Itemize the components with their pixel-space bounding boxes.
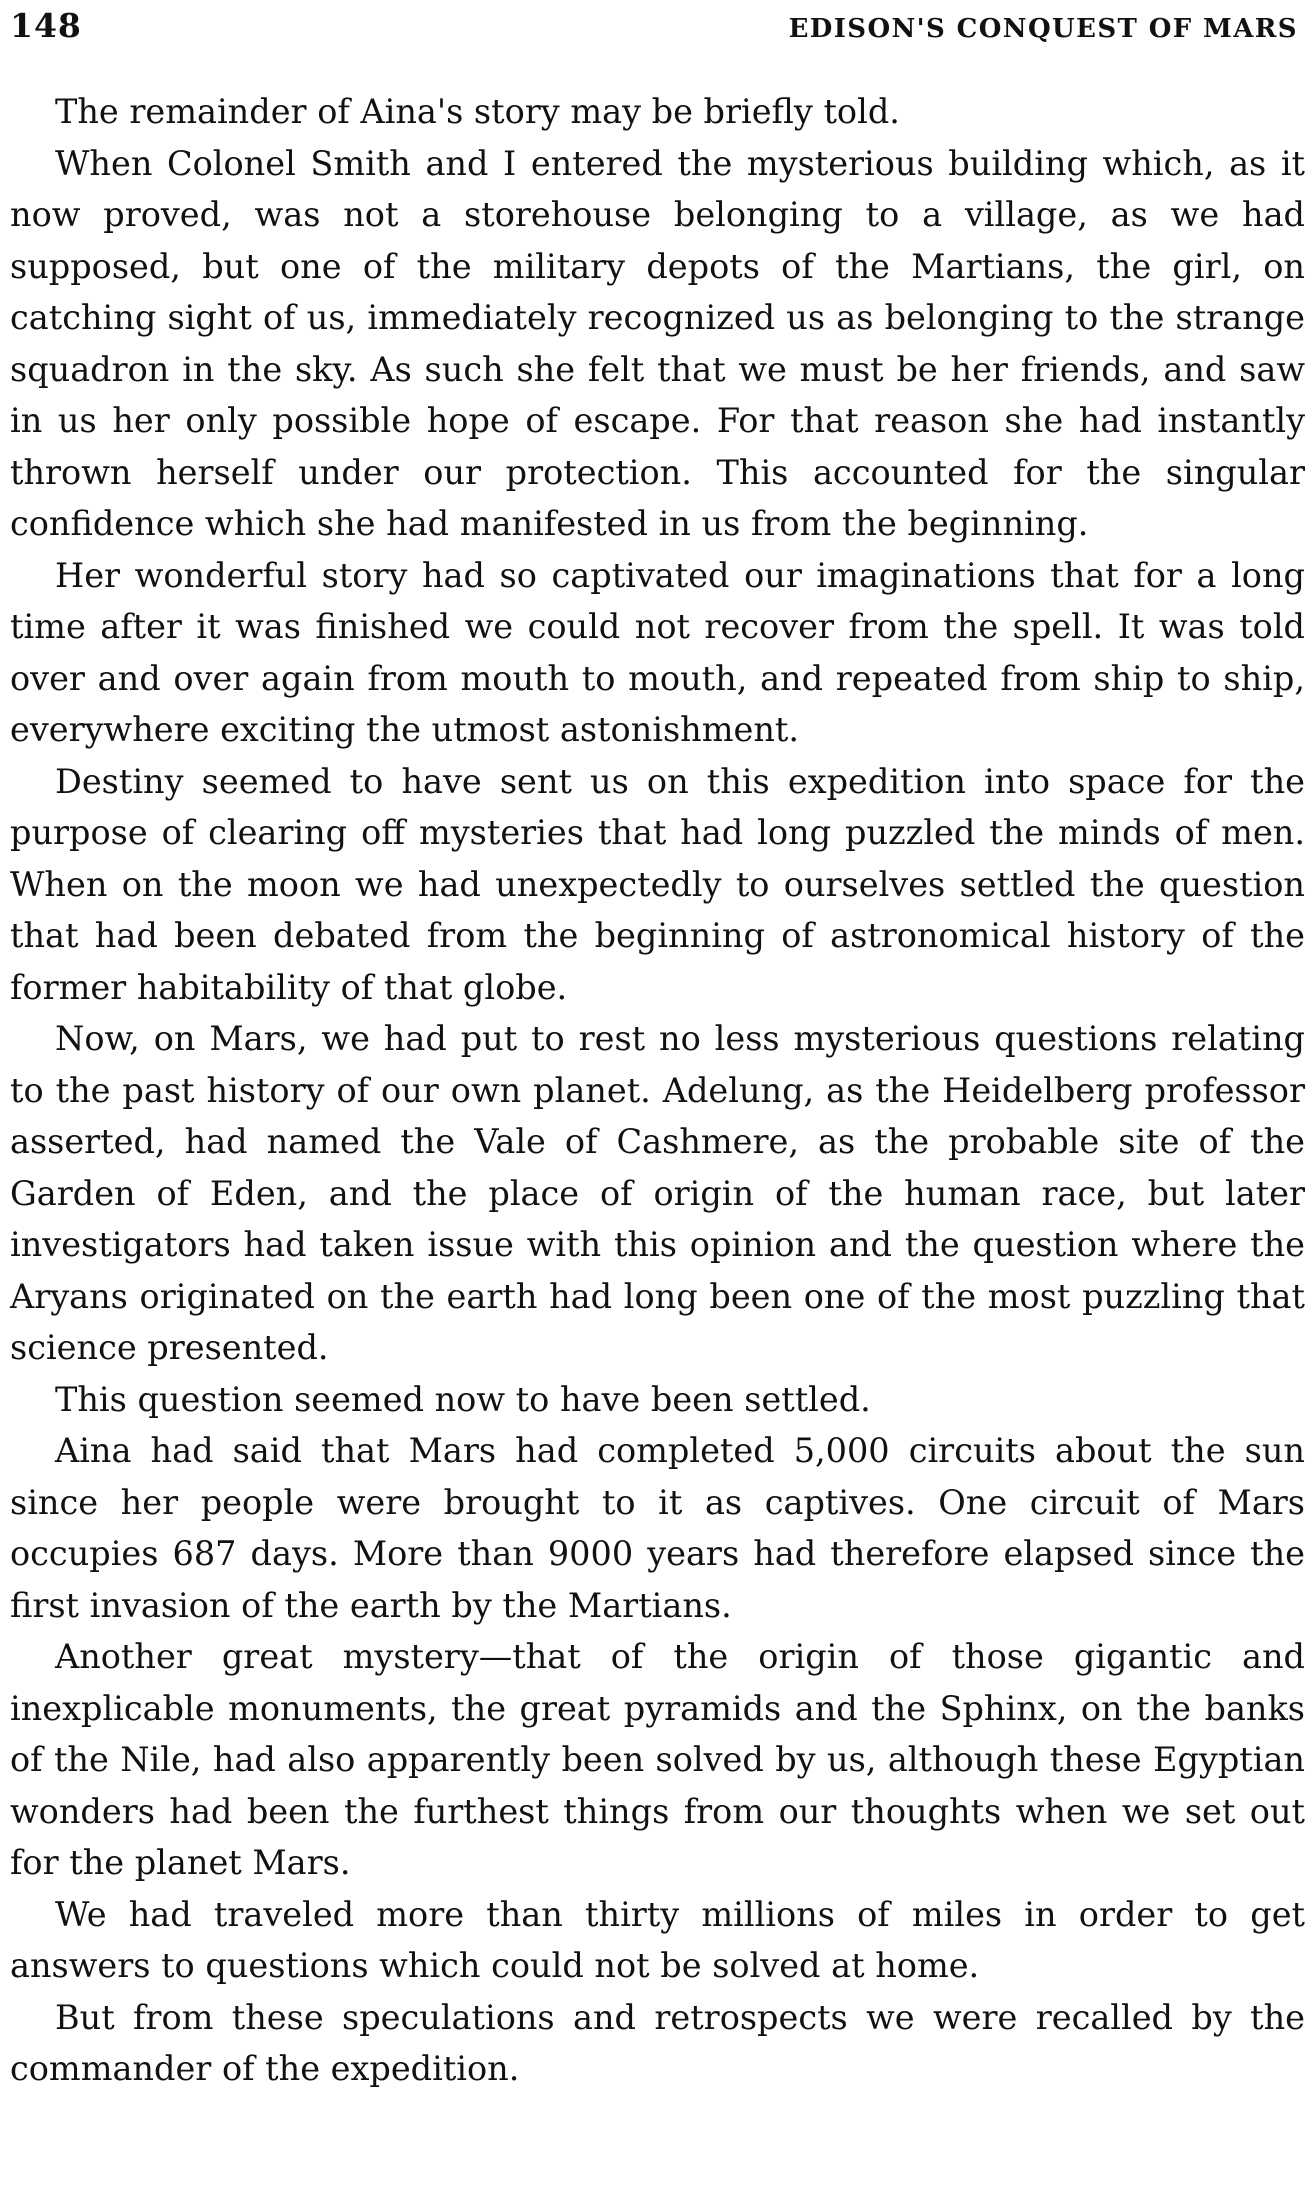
page-header xyxy=(10,6,1298,54)
paragraph: This question seemed now to have been settled. xyxy=(55,1379,871,1419)
paragraph: Another great mystery—that of the origin of those gigantic and inexplicable monuments, the great pyramids and the Sphinx, on the banks of the Nile, had also apparently been solved by us, although these Egyptian wonders had been the furthest things from our thoughts when we set out for the planet Mars. xyxy=(10,1637,1305,1882)
paragraph: Aina had said that Mars had completed 5,000 circuits about the sun since her people were brought to it as captives. One circuit of Mars occupies 687 days. More than 9000 years had therefore elapsed since the first invasion of the earth by the Martians. xyxy=(10,1431,1305,1625)
paragraph: We had traveled more than thirty millions of miles in order to get answers to questions which could not be solved at home. xyxy=(10,1894,1305,1985)
paragraph: Destiny seemed to have sent us on this expedition into space for the purpose of clearing off mysteries that had long puzzled the minds of men. When on the moon we had unexpectedly to ourselves settled the question that had been debated from the beginning of astronomical history of the former habitability of that globe. xyxy=(10,761,1305,1007)
page-number: 148 xyxy=(10,6,82,45)
paragraph: But from these speculations and retrospects we were recalled by the commander of the expedition. xyxy=(10,1997,1305,2088)
paragraph: Now, on Mars, we had put to rest no less mysterious questions relating to the past history of our own planet. Adelung, as the Heidelberg professor asserted, had named the Vale of Cashmere, as the probable site of the Garden of Eden, and the place of origin of the human race, but later investigators had taken issue with this opinion and the question where the Aryans originated on the earth had long been one of the most puzzling that science presented. xyxy=(10,1019,1305,1367)
paragraph: The remainder of Aina's story may be briefly told. xyxy=(55,92,900,131)
running-head: EDISON'S CONQUEST OF MARS xyxy=(788,14,1298,44)
paragraph: Her wonderful story had so captivated our imaginations that for a long time after it was finished we could not recover from the spell. It was told over and over again from mouth to mouth, and repeated from ship to ship, everywhere exciting the utmost astonishment. xyxy=(10,555,1305,749)
body-text xyxy=(10,86,1305,2095)
paragraph: When Colonel Smith and I entered the mysterious building which, as it now proved, was not a storehouse belonging to a village, as we had supposed, but one of the military depots of the Martians, the girl, on catching sight of us, immediately recognized us as belonging to the strange squadron in the sky. As such she felt that we must be her friends, and saw in us her only possible hope of escape. For that reason she had instantly thrown herself under our protection. This accounted for the singular confidence which she had manifested in us from the beginning. xyxy=(10,143,1305,543)
